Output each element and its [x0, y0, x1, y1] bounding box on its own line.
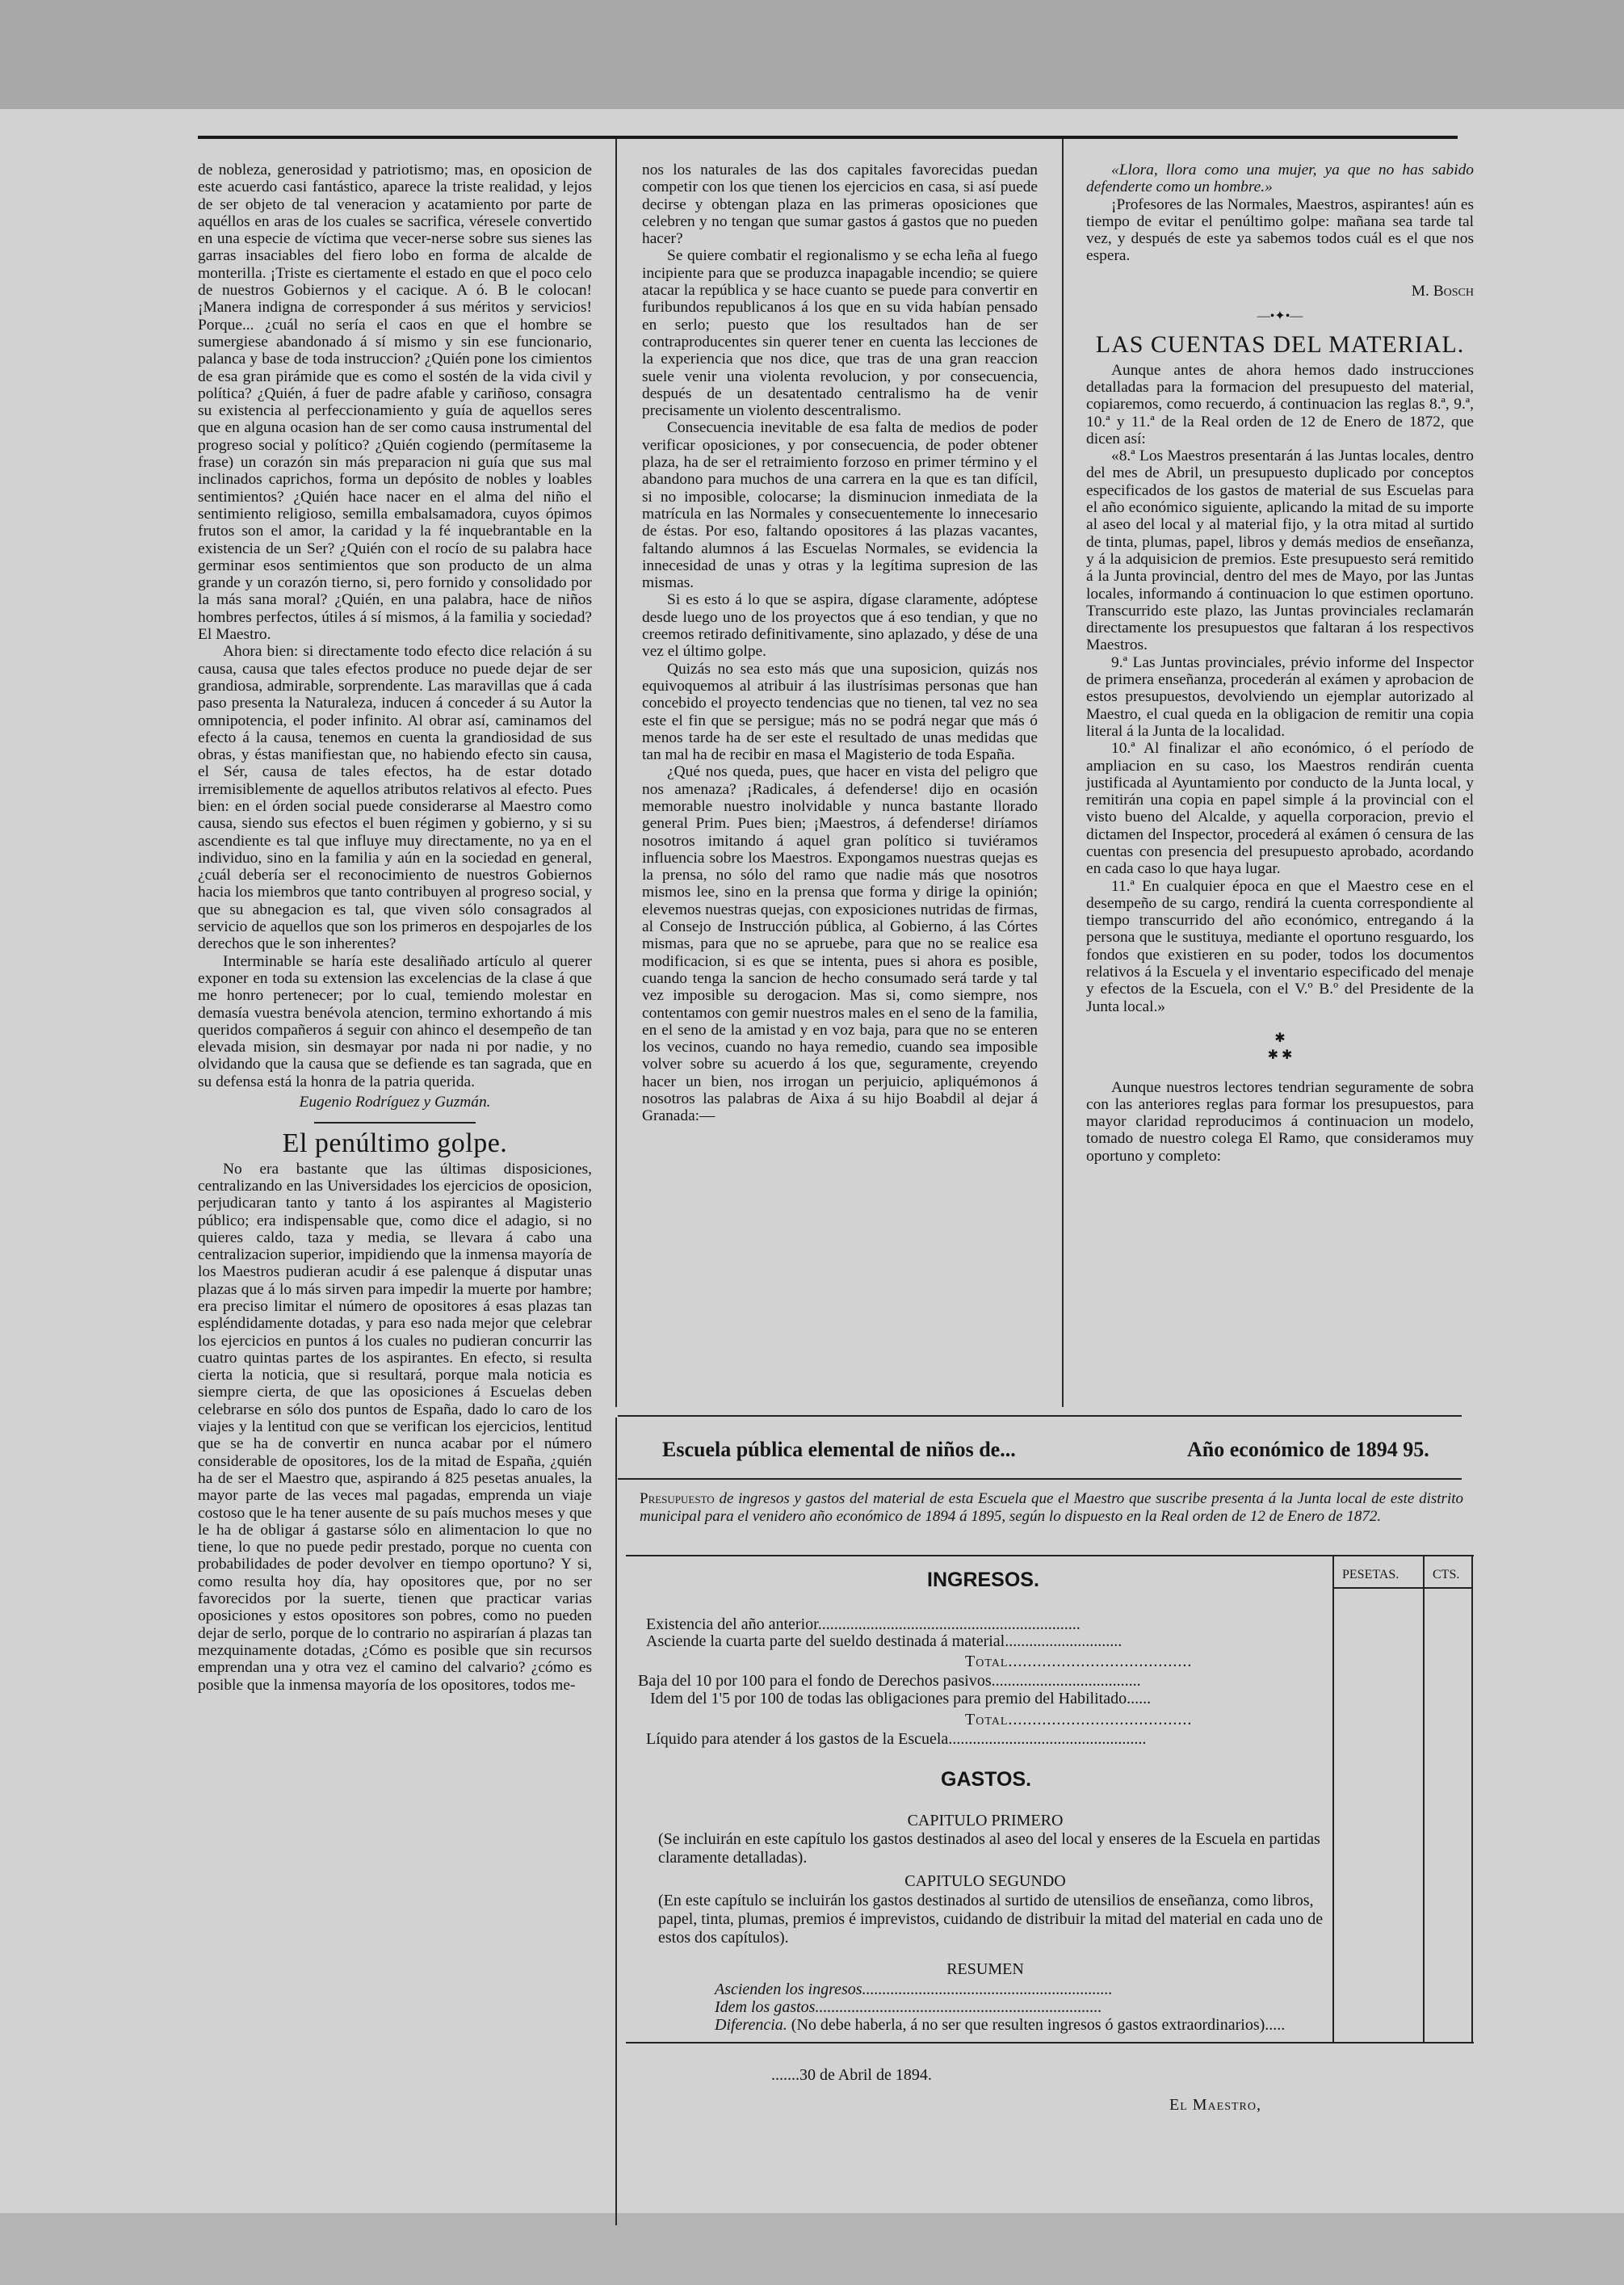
- baja-pasivos-text: Baja del 10 por 100 para el fondo de Derechos pasivos: [638, 1672, 992, 1690]
- capitulo-primero: CAPITULO PRIMERO: [907, 1812, 1064, 1829]
- right-rule-11: 11.ª En cualquier época en que el Maestro cese en el desempeño de su cargo, rendirá la cuenta correspondiente al tiempo transcurrido del año económico, entregando á la persona que le sustituya, mediante el oportuno resguardo, los fondos que existieren en su poder, todos los documentos relativos á la Escuela y el inventario especificado del menaje y efectos de la Escuela, con el V.º B.º del Presidente de la Junta local.»: [1086, 877, 1474, 1015]
- liquido-text: Líquido para atender á los gastos de la Escuela: [646, 1730, 949, 1748]
- form-title-right: Año económico de 1894 95.: [1187, 1438, 1429, 1461]
- total-2-text: Total: [965, 1711, 1009, 1728]
- signature-bosch: M. Bosch: [1411, 282, 1474, 300]
- resumen-diferencia: Diferencia. (No debe haberla, á no ser que resulten ingresos ó gastos extraordinarios).....: [715, 2016, 1286, 2034]
- right-rule-10: 10.ª Al finalizar el año económico, ó el período de ampliacion en su caso, los Maestros rendirán cuenta justificada al Ayuntamiento por conducto de la Junta local, y remitirán una copia en papel simple á la provincial con el visto bueno del Alcalde, y aquella corporacion, previo el dictamen del Inspector, procederá al exámen ó censura de las cuentas con presencia del presupuesto aprobado, acordando en cada caso lo que haya lugar.: [1086, 740, 1474, 878]
- total-1-text: Total: [965, 1653, 1009, 1670]
- heading-cuentas-material: LAS CUENTAS DEL MATERIAL.: [1095, 331, 1465, 359]
- right-paragraph-3: Aunque nuestros lectores tendrian seguramente de sobra con las anteriores reglas para formar los presupuestos, para mayor claridad reproducimos á continuacion un modelo, tomado de nuestro colega El Ramo, que consideramos muy oportuno y completo:: [1086, 1078, 1474, 1165]
- baja-habilitado: Idem del 1'5 por 100 de todas las obligaciones para premio del Habilitado......: [650, 1690, 1152, 1707]
- capitulo-segundo: CAPITULO SEGUNDO: [904, 1872, 1066, 1890]
- signature-rodriguez: Eugenio Rodríguez y Guzmán.: [299, 1094, 491, 1111]
- form-title-rule: [618, 1478, 1462, 1480]
- ingreso-cuarta-parte-text: Asciende la cuarta parte del sueldo destinada á material: [646, 1632, 1005, 1650]
- table-bottom-border: [626, 2042, 1474, 2043]
- right-paragraph-2: Aunque antes de ahora hemos dado instrucciones detalladas para la formacion del presupuesto del material, copiaremos, como recuerdo, á continuacion las reglas 8.ª, 9.ª, 10.ª y 11.ª de la Real orden de 12 de Enero de 1872, que dicen así:: [1086, 361, 1474, 447]
- form-top-rule: [618, 1415, 1462, 1417]
- torn-bottom-margin: [0, 2213, 1624, 2285]
- left-paragraph-3: Interminable se haría este desaliñado artículo al querer exponer en toda su extension las excelencias de la clase á que me honro pertenecer; por lo cual, temiendo molestar en demasía vuestra benévola atencion, termino exhortando á mis queridos compañeros á seguir con ahinco el desempeño de tan elevada mision, sin desmayar por nada ni por nadie, y no olvidando que la causa que se defiende es tan sagrada, que en su defensa está la honra de la patria querida.: [198, 952, 592, 1090]
- ingreso-existencia-text: Existencia del año anterior: [646, 1615, 818, 1633]
- middle-column: [642, 162, 1038, 1125]
- baja-habilitado-text: Idem del 1'5 por 100 de todas las obligaciones para premio del Habilitado: [650, 1690, 1127, 1707]
- total-1: Total......................................: [965, 1653, 1193, 1670]
- form-signature-maestro: El Maestro,: [1169, 2096, 1261, 2114]
- left-paragraph-2: Ahora bien: si directamente todo efecto dice relación á su causa, causa que tales efectos produce no puede dejar de ser grandiosa, admirable, sorprendente. Las maravillas que á cada paso presenta la Naturaleza, inducen á conceder á su Autor la omnipotencia, el poder infinito. Al obrar así, caminamos del efecto á la causa, tenemos en cuenta la grandiosidad de sus obras, y éstas manifiestan que, no habiendo efecto sin causa, el Sér, causa de tales efectos, ha de estar dotado irremisiblemente de aquellos atributos relativos al efecto. Pues bien: en el órden social puede considerarse al Maestro como causa, siendo sus efectos el buen régimen y gobierno, y si su ascendiente es tal que influye muy directamente, no ya en el individuo, sino en la familia y aún en la sociedad en general, ¿cuál debería ser el reconocimiento de nuestros Gobiernos hacia los miembros que tanto contribuyen al progreso social, y que su abnegacion es tal, que viven sólo consagrados al servicio de aquellos que son los primeros en despojarles de los derechos que le son inherentes?: [198, 643, 592, 953]
- resumen-gastos-text: Idem los gastos: [715, 1998, 816, 2016]
- baja-pasivos: Baja del 10 por 100 para el fondo de Derechos pasivos.....................................: [638, 1672, 1141, 1690]
- liquido: Líquido para atender á los gastos de la Escuela.................................................: [646, 1730, 1147, 1748]
- middle-paragraph-4: Si es esto á lo que se aspira, dígase claramente, adóptese desde luego uno de los proyectos que á eso tendian, y que no creemos retirado definitivamente, sino aplazado, y dése de una vez el último golpe.: [642, 591, 1038, 661]
- ornament-stars: ✱ ✱ ✱: [1267, 1031, 1293, 1063]
- presupuesto-description: [640, 1490, 1463, 1526]
- torn-top-margin: [0, 0, 1624, 109]
- ingreso-existencia: Existencia del año anterior.................................................................: [646, 1615, 1081, 1633]
- capitulo-primero-text: (Se incluirán en este capítulo los gastos destinados al aseo del local y enseres de la Escuela en partidas claramente detalladas).: [658, 1830, 1320, 1867]
- heading-penultimo-golpe: El penúltimo golpe.: [282, 1128, 508, 1159]
- resumen-diferencia-label: Diferencia.: [715, 2016, 787, 2034]
- gastos-heading: GASTOS.: [941, 1768, 1032, 1791]
- table-col-line-3: [1471, 1555, 1473, 2043]
- resumen-ingresos-text: Ascienden los ingresos: [715, 1980, 862, 1998]
- top-rule: [198, 136, 1458, 139]
- col-cts: CTS.: [1433, 1568, 1460, 1581]
- resumen-ingresos: Ascienden los ingresos..............................................................: [715, 1980, 1113, 1998]
- col-pesetas: PESETAS.: [1342, 1568, 1399, 1581]
- right-rule-9: 9.ª Las Juntas provinciales, prévio informe del Inspector de primera enseñanza, procederán al exámen y aprobacion de estos presupuestos, devolviendo un ejemplar autorizado al Maestro, el cual queda en la obligacion de remitir una copia literal á la Junta de la localidad.: [1086, 653, 1474, 740]
- middle-paragraph-3: Consecuencia inevitable de esa falta de medios de poder verificar oposiciones, y por consecuencia, de poder obtener plaza, ha de ser el retraimiento forzoso en primer término y el abandono para muchos de una carrera en la que es tan difícil, si no imposible, colocarse; la disminucion inmediata de la matrícula en las Normales y consecuentemente lo innecesario de éstas. Por eso, faltando opositores á las plazas vacantes, faltando alumnos á las Escuelas Normales, se evidencia la innecesidad de unas y otras y la legítima supresion de las mismas.: [642, 419, 1038, 592]
- short-rule: [314, 1122, 476, 1124]
- middle-paragraph-5: Quizás no sea esto más que una suposicion, quizás nos equivoquemos al atribuir á las ilustrísimas personas que han concebido el proyecto tendencias que no tienen, tal vez no sea este el fin que se persigue; más no se podrá negar que más ó menos tarde ha de ser este el resultado de unas medidas que tan mal ha de recibir en masa el Magisterio de toda España.: [642, 660, 1038, 764]
- ornament-divider: —•✦•—: [1257, 309, 1303, 324]
- middle-paragraph-2: Se quiere combatir el regionalismo y se echa leña al fuego incipiente para que se produzca inapagable incendio; se quiere atacar la república y se hace cuanto se puede para convertir en furibundos republicanos á los que en su vida habían pensado en serlo; puesto que los resultados han de ser contraproducentes sin querer tener en cuenta las lecciones de la experiencia que nos dice, que tras de una gran reaccion suele venir una violenta revolucion, y por consecuencia, después de un desatentado centralismo ha de venir precisamente un violento descentralismo.: [642, 247, 1038, 420]
- resumen: RESUMEN: [946, 1960, 1024, 1978]
- table-top-border: [626, 1555, 1474, 1556]
- form-title-left: Escuela pública elemental de niños de...: [662, 1438, 1016, 1461]
- table-col-line-2: [1423, 1555, 1425, 2043]
- capitulo-segundo-text: (En este capítulo se incluirán los gastos destinados al surtido de utensilios de enseñanza, como libros, papel, tinta, plumas, premios é imprevistos, cuidando de distribuir la mitad del material en cada uno de estos dos capítulos).: [658, 1892, 1324, 1947]
- right-quote: «Llora, llora como una mujer, ya que no has sabido defenderte como un hombre.»: [1086, 162, 1474, 196]
- right-rule-8: «8.ª Los Maestros presentarán á las Juntas locales, dentro del mes de Abril, un presupuesto duplicado por conceptos especificados de los gastos de material de sus Escuelas para el año económico siguiente, aplicando la mitad de su importe al aseo del local y al material fijo, y la otra mitad al surtido de tinta, plumas, papel, libros y demás medios de enseñanza, y á la adquisicion de premios. Este presupuesto será remitido á la Junta provincial, dentro del mes de Mayo, por las Juntas locales, informando á continuacion lo que estimen oportuno. Transcurrido este plazo, las Juntas provinciales reclamarán directamente los presupuestos que faltaran á los respectivos Maestros.: [1086, 447, 1474, 654]
- middle-paragraph-1: nos los naturales de las dos capitales favorecidas puedan competir con los que tienen los ejercicios en casa, si así puede decirse y obtengan plaza en las primeras oposiciones que celebren y no tengan que sumar gastos á gastos que no pueden hacer?: [642, 162, 1038, 248]
- form-date: .......30 de Abril de 1894.: [771, 2066, 932, 2084]
- column-divider-1: [615, 139, 617, 1407]
- ingreso-cuarta-parte: Asciende la cuarta parte del sueldo destinada á material.............................: [646, 1632, 1123, 1650]
- ingresos-heading: INGRESOS.: [927, 1569, 1039, 1591]
- left-paragraph-4: No era bastante que las últimas disposiciones, centralizando en las Universidades los ejercicios de oposicion, perjudicaran tanto y tanto á los aspirantes al Magisterio público; era indispensable que, como dice el adagio, si no quieres caldo, taza y media, se llevara á cabo una centralizacion superior, impidiendo que la inmensa mayoría de los Maestros pudieran acudir á ese palenque á disputar unas plazas que á lo más sirven para impedir la muerte por hambre; era preciso limitar el número de opositores á esas plazas tan espléndidamente dotadas, y para eso nada mejor que celebrar los ejercicios en puntos á los cuales no pudieran concurrir las cuatro quintas partes de los aspirantes. En efecto, si resulta cierta la noticia, que si resultará, porque mala noticia es siempre cierta, de que las oposiciones á Escuelas deben celebrarse en sólo dos puntos de España, dado lo caro de los viajes y la lentitud con que se verifican los ejercicios, lentitud que se ha de convertir en nunca acabar por el número considerable de opositores, los de la mitad de España, ¿quién ha de ser el Maestro que, aspirando á 825 pesetas anuales, la mayor parte de las veces mal pagadas, emprenda un viaje costoso que le ha tener ausente de su país muchos meses y que le ha de obligar á gastarse sólo en alimentacion lo que no tiene, lo que no puede pedir prestado, porque no cuenta con probabilidades de poder devolver en tiempo oportuno? Y si, como resulta hoy día, hay opositores que, por no ser favorecidos por la suerte, tienen que practicar varias oposiciones y estos opositores son pobres, como no pueden dejar de serlo, porque de lo contrario no aspirarían á plazas tan mezquinamente dotadas, ¿Cómo es posible que sin recursos emprendan una y otra vez el camino del calvario? ¿cómo es posible que la inmensa mayoría de los opositores, todos me-: [198, 1160, 592, 1694]
- table-header-rule: [1332, 1587, 1473, 1589]
- left-column: [198, 162, 592, 1694]
- resumen-gastos: Idem los gastos.......................................................................: [715, 1998, 1102, 2016]
- total-2: Total......................................: [965, 1711, 1193, 1728]
- column-divider-3: [615, 1418, 617, 2225]
- left-paragraph-1: de nobleza, generosidad y patriotismo; mas, en oposicion de este acuerdo casi fantástico, aparece la triste realidad, y lejos de ser objeto de tal veneracion y acatamiento por parte de aquéllos en aras de los cuales se sacrifica, véresele convertido en una especie de víctima que vecer-nerse sobre sus sienes las garras insaciables del fiero lobo en forma de alcalde de monterilla. ¡Triste es ciertamente el estado en que el poco celo de nuestros Gobiernos y el cacique. A ó. B le colocan! ¡Manera indigna de corresponder á sus méritos y servicios! Porque... ¿cuál no sería el caos en que el hombre se sumergiese abandonado á sí mismo y sin ese funcionario, palanca y base de toda instruccion? ¿Quién pone los cimientos de esa gran pirámide que es como el sostén de la vida civil y política? ¿Quién, á fuer de padre afable y cariñoso, consagra su existencia al perfeccionamiento y guía de aquellos seres que en alguna ocasion han de ser como causa instrumental del progreso social y político? ¿Quién cogiendo (permítaseme la frase) un corazón sin más preparacion ni guía que sus mal inclinados caprichos, forma un depósito de nobles y loables sentimientos? ¿Quién hace nacer en el alma del niño el sentimiento religioso, semilla embalsamadora, cuyos ópimos frutos son el amor, la caridad y la fé inquebrantable en la existencia de un Ser? ¿Quién con el rocío de su palabra hace germinar esos sentimientos que son producto de un alma grande y un corazón tierno, si, pero fornido y consolidado por la más sana moral? ¿Quién, en una palabra, hace de niños hombres perfectos, útiles á sí mismos, á la familia y sociedad? El Maestro.: [198, 162, 592, 644]
- right-column: [1086, 162, 1474, 1165]
- resumen-diferencia-text: (No debe haberla, á no ser que resulten ingresos ó gastos extraordinarios): [791, 2016, 1265, 2034]
- presupuesto-label: Presupuesto: [640, 1490, 715, 1507]
- right-paragraph-1: ¡Profesores de las Normales, Maestros, aspirantes! aún es tiempo de evitar el penúltimo golpe: mañana sea tarde tal vez, y después de este ya sabemos todos cuál es el que nos espera.: [1086, 195, 1474, 265]
- presupuesto-text: de ingresos y gastos del material de esta Escuela que el Maestro que suscribe presenta á la Junta local de este distrito municipal para el venidero año económico de 1894 á 1895, según lo dispuesto en la Real orden de 12 de Enero de 1872.: [640, 1490, 1464, 1525]
- table-col-line-1: [1332, 1555, 1334, 2043]
- middle-paragraph-6: ¿Qué nos queda, pues, que hacer en vista del peligro que nos amenaza? ¡Radicales, á defenderse! dijo en ocasión memorable nuestro inolvidable y nunca bastante llorado general Prim. Pues bien; ¡Maestros, á defenderse! diríamos nosotros imitando á aquel gran político si tuviéramos influencia sobre los Maestros. Expongamos nuestras quejas es la prensa, no sólo del ramo que nadie más que nosotros mismos lee, sino en la prensa que forma y dirige la opinión; elevemos nuestras quejas, con exposiciones nutridas de firmas, al Consejo de Instrucción pública, al Gobierno, á las Córtes mismas, para que no se apruebe, para que no se realice esa modificacion, si es que se intenta, pues si ahora es posible, cuando tenga la sancion de hecho consumado será tarde y tal vez imposible su derogacion. Mas si, como siempre, nos contentamos con gemir nuestros males en el seno de la familia, en el seno de la amistad y en voz baja, para que no se enteren los vecinos, cuando no haya remedio, cuando sea imposible volver sobre su acuerdo á los que, seguramente, creyendo hacer un bien, nos irrogan un perjuicio, apliquémonos á nosotros las palabras de Aixa á su hijo Boabdil al dejar á Granada:—: [642, 763, 1038, 1125]
- column-divider-2: [1062, 139, 1064, 1407]
